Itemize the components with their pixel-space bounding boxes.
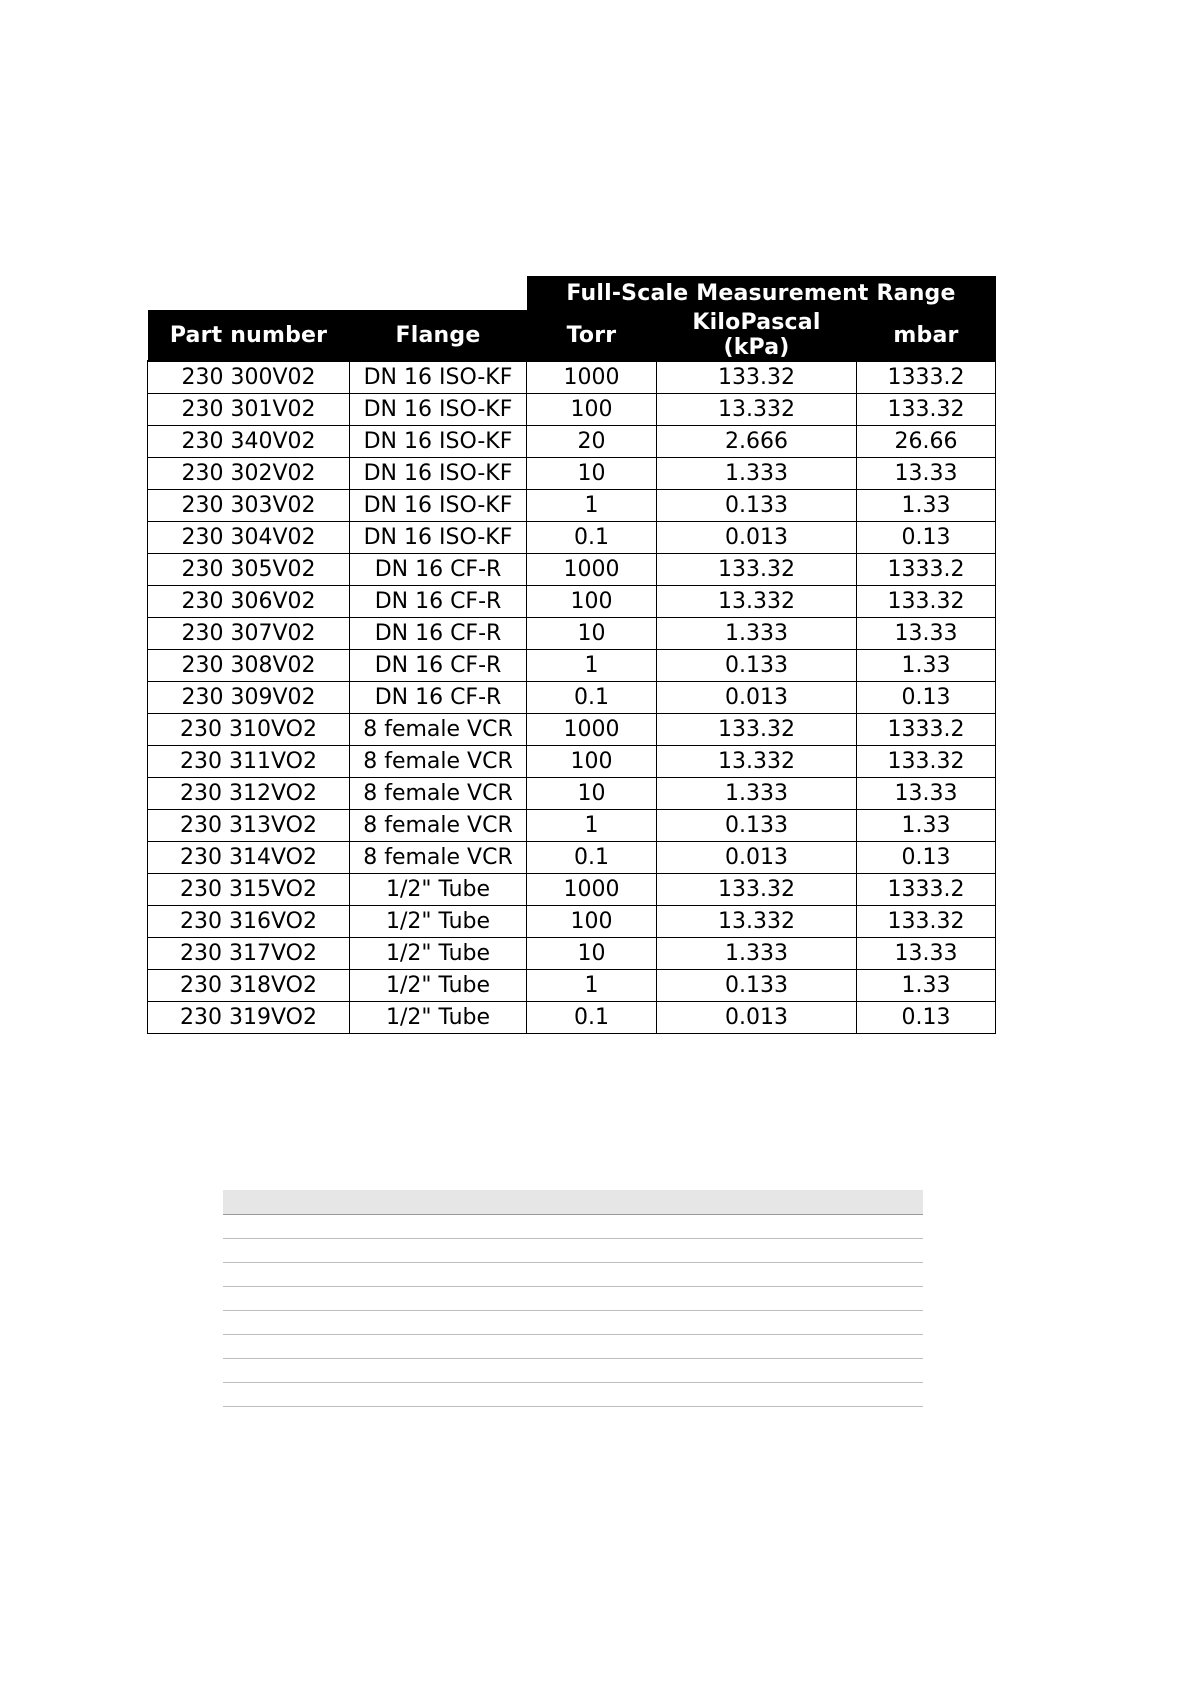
table-row (148, 1002, 996, 1034)
kpa-cell: 0.013 (657, 842, 857, 874)
kpa-cell: 0.013 (657, 1002, 857, 1034)
torr-cell: 0.1 (527, 1002, 657, 1034)
kpa-cell: 0.133 (657, 490, 857, 522)
mbar-cell: 13.33 (857, 458, 996, 490)
table-row (148, 554, 996, 586)
mbar-cell: 1333.2 (857, 714, 996, 746)
mbar-cell: 1.33 (857, 650, 996, 682)
kpa-cell: 0.133 (657, 810, 857, 842)
kpa-cell: 133.32 (657, 714, 857, 746)
part-number-cell: 230 310VO2 (148, 714, 350, 746)
kpa-cell: 0.013 (657, 522, 857, 554)
flange-cell: 1/2" Tube (350, 1002, 527, 1034)
flange-cell: 8 female VCR (350, 842, 527, 874)
mbar-cell: 1333.2 (857, 874, 996, 906)
kpa-cell: 133.32 (657, 874, 857, 906)
flange-cell: 8 female VCR (350, 714, 527, 746)
torr-cell: 1 (527, 970, 657, 1002)
mbar-cell: 13.33 (857, 778, 996, 810)
part-number-cell: 230 312VO2 (148, 778, 350, 810)
flange-cell: DN 16 CF-R (350, 618, 527, 650)
empty-table-row (223, 1359, 923, 1383)
column-header-part-number: Part number (148, 310, 350, 361)
kpa-cell: 133.32 (657, 361, 857, 394)
column-header-mbar: mbar (857, 310, 996, 361)
flange-cell: DN 16 CF-R (350, 554, 527, 586)
kpa-cell: 1.333 (657, 778, 857, 810)
empty-table-row (223, 1311, 923, 1335)
flange-cell: DN 16 ISO-KF (350, 522, 527, 554)
kpa-cell: 1.333 (657, 938, 857, 970)
table-row (148, 426, 996, 458)
flange-cell: DN 16 ISO-KF (350, 490, 527, 522)
part-number-cell: 230 302V02 (148, 458, 350, 490)
table-row (148, 458, 996, 490)
table-row (148, 906, 996, 938)
flange-cell: DN 16 ISO-KF (350, 458, 527, 490)
empty-table-row (223, 1335, 923, 1359)
kpa-cell: 133.32 (657, 554, 857, 586)
mbar-cell: 0.13 (857, 682, 996, 714)
mbar-cell: 133.32 (857, 586, 996, 618)
kpa-cell: 0.013 (657, 682, 857, 714)
table-row (148, 522, 996, 554)
mbar-cell: 1.33 (857, 490, 996, 522)
part-number-cell: 230 301V02 (148, 394, 350, 426)
torr-cell: 10 (527, 778, 657, 810)
table-row (148, 842, 996, 874)
torr-cell: 100 (527, 746, 657, 778)
empty-table (223, 1190, 923, 1407)
column-header-row (148, 310, 996, 361)
kpa-cell: 13.332 (657, 906, 857, 938)
table-row (148, 810, 996, 842)
empty-table-header (223, 1190, 923, 1215)
torr-cell: 100 (527, 394, 657, 426)
torr-cell: 0.1 (527, 682, 657, 714)
flange-cell: DN 16 CF-R (350, 682, 527, 714)
part-number-cell: 230 306V02 (148, 586, 350, 618)
part-number-cell: 230 308V02 (148, 650, 350, 682)
table-row (148, 970, 996, 1002)
part-number-cell: 230 315VO2 (148, 874, 350, 906)
part-number-cell: 230 317VO2 (148, 938, 350, 970)
part-number-cell: 230 305V02 (148, 554, 350, 586)
mbar-cell: 0.13 (857, 842, 996, 874)
header-spacer (148, 276, 527, 310)
flange-cell: 1/2" Tube (350, 938, 527, 970)
table-row (148, 714, 996, 746)
mbar-cell: 133.32 (857, 746, 996, 778)
empty-table-row (223, 1383, 923, 1407)
mbar-cell: 13.33 (857, 618, 996, 650)
kpa-cell: 13.332 (657, 394, 857, 426)
mbar-cell: 1.33 (857, 810, 996, 842)
part-number-cell: 230 313VO2 (148, 810, 350, 842)
flange-cell: 8 female VCR (350, 810, 527, 842)
flange-cell: DN 16 ISO-KF (350, 426, 527, 458)
mbar-cell: 26.66 (857, 426, 996, 458)
kpa-cell: 0.133 (657, 970, 857, 1002)
mbar-cell: 0.13 (857, 522, 996, 554)
part-number-cell: 230 300V02 (148, 361, 350, 394)
part-number-cell: 230 307V02 (148, 618, 350, 650)
torr-cell: 100 (527, 586, 657, 618)
torr-cell: 1 (527, 490, 657, 522)
flange-cell: DN 16 ISO-KF (350, 361, 527, 394)
torr-cell: 1000 (527, 874, 657, 906)
kpa-cell: 1.333 (657, 618, 857, 650)
table-row (148, 490, 996, 522)
table-row (148, 874, 996, 906)
torr-cell: 1 (527, 650, 657, 682)
flange-cell: DN 16 ISO-KF (350, 394, 527, 426)
torr-cell: 100 (527, 906, 657, 938)
measurement-range-table (147, 276, 996, 1034)
column-header-kpa: KiloPascal (kPa) (657, 310, 857, 361)
torr-cell: 10 (527, 938, 657, 970)
mbar-cell: 1333.2 (857, 361, 996, 394)
mbar-cell: 133.32 (857, 906, 996, 938)
part-number-cell: 230 340V02 (148, 426, 350, 458)
flange-cell: 1/2" Tube (350, 970, 527, 1002)
group-header-row (148, 276, 996, 310)
table-row (148, 586, 996, 618)
table-row (148, 650, 996, 682)
empty-table-row (223, 1263, 923, 1287)
torr-cell: 1 (527, 810, 657, 842)
torr-cell: 10 (527, 618, 657, 650)
group-header: Full-Scale Measurement Range (527, 276, 996, 310)
part-number-cell: 230 311VO2 (148, 746, 350, 778)
mbar-cell: 13.33 (857, 938, 996, 970)
column-header-flange: Flange (350, 310, 527, 361)
flange-cell: 8 female VCR (350, 778, 527, 810)
mbar-cell: 0.13 (857, 1002, 996, 1034)
empty-table-row (223, 1215, 923, 1239)
part-number-cell: 230 319VO2 (148, 1002, 350, 1034)
column-header-torr: Torr (527, 310, 657, 361)
torr-cell: 0.1 (527, 842, 657, 874)
part-number-cell: 230 314VO2 (148, 842, 350, 874)
part-number-cell: 230 303V02 (148, 490, 350, 522)
empty-table-row (223, 1239, 923, 1263)
flange-cell: 8 female VCR (350, 746, 527, 778)
table-row (148, 682, 996, 714)
torr-cell: 10 (527, 458, 657, 490)
part-number-cell: 230 316VO2 (148, 906, 350, 938)
empty-table-row (223, 1287, 923, 1311)
flange-cell: 1/2" Tube (350, 874, 527, 906)
part-number-cell: 230 304V02 (148, 522, 350, 554)
flange-cell: DN 16 CF-R (350, 586, 527, 618)
table-row (148, 778, 996, 810)
torr-cell: 0.1 (527, 522, 657, 554)
torr-cell: 1000 (527, 554, 657, 586)
torr-cell: 1000 (527, 714, 657, 746)
kpa-cell: 2.666 (657, 426, 857, 458)
kpa-cell: 0.133 (657, 650, 857, 682)
table-row (148, 746, 996, 778)
flange-cell: DN 16 CF-R (350, 650, 527, 682)
kpa-cell: 13.332 (657, 586, 857, 618)
part-number-cell: 230 318VO2 (148, 970, 350, 1002)
torr-cell: 20 (527, 426, 657, 458)
kpa-cell: 13.332 (657, 746, 857, 778)
mbar-cell: 1333.2 (857, 554, 996, 586)
table-row (148, 618, 996, 650)
table-row (148, 361, 996, 394)
mbar-cell: 1.33 (857, 970, 996, 1002)
torr-cell: 1000 (527, 361, 657, 394)
flange-cell: 1/2" Tube (350, 906, 527, 938)
mbar-cell: 133.32 (857, 394, 996, 426)
kpa-cell: 1.333 (657, 458, 857, 490)
table-body (148, 361, 996, 1034)
table-row (148, 394, 996, 426)
table-row (148, 938, 996, 970)
part-number-cell: 230 309V02 (148, 682, 350, 714)
